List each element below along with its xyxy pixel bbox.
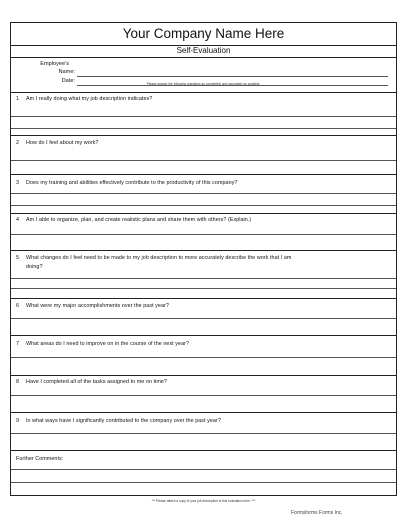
question-number: 9 <box>16 418 20 424</box>
answer-line[interactable] <box>11 288 396 289</box>
answer-line[interactable] <box>11 116 396 117</box>
instructions-text: Please answer the following questions as completely and accurately as possible. <box>146 82 261 86</box>
name-label: Name: <box>58 69 75 75</box>
question-number: 3 <box>16 180 20 186</box>
answer-line[interactable] <box>11 160 396 161</box>
question-text: What areas do I need to improve on in the course of the next year? <box>26 341 190 347</box>
question-number: 2 <box>16 140 20 146</box>
question-number: 4 <box>16 217 20 223</box>
further-comments-label: Further Comments: <box>16 456 64 462</box>
question-number: 5 <box>16 255 20 261</box>
self-evaluation-form <box>10 22 397 496</box>
answer-line[interactable] <box>11 234 396 235</box>
question-number: 7 <box>16 341 20 347</box>
answer-line[interactable] <box>11 395 396 396</box>
question-number: 8 <box>16 379 20 385</box>
answer-line[interactable] <box>11 193 396 194</box>
question-9 <box>16 418 221 425</box>
company-name: Your Company Name Here <box>122 26 285 41</box>
question-2 <box>16 140 98 147</box>
question-text: What changes do I feel need to be made to my job description to more accurately describe the work that I am <box>26 255 292 261</box>
question-3 <box>16 180 237 187</box>
question-4 <box>16 217 251 224</box>
divider <box>11 92 396 93</box>
question-1 <box>16 96 152 103</box>
divider <box>11 335 396 336</box>
answer-line[interactable] <box>11 205 396 206</box>
question-6 <box>16 303 169 310</box>
comments-line[interactable] <box>11 469 396 470</box>
question-text: In what ways have I significantly contributed to the company over the past year? <box>26 418 221 424</box>
divider <box>11 57 396 58</box>
form-title: Self-Evaluation <box>176 46 231 55</box>
divider <box>11 298 396 299</box>
name-field[interactable] <box>77 76 388 77</box>
divider <box>11 213 396 214</box>
question-number: 6 <box>16 303 20 309</box>
question-text: Does my training and abilities effectively contribute to the productivity of this company? <box>26 180 238 186</box>
answer-line[interactable] <box>11 357 396 358</box>
answer-line[interactable] <box>11 128 396 129</box>
divider <box>11 250 396 251</box>
question-text: Am I able to organize, plan, and create realistic plans and share them with others? (Explain.) <box>26 217 252 223</box>
employee-label: Employee's <box>40 61 69 67</box>
question-text: What were my major accomplishments over the past year? <box>26 303 169 309</box>
footnote: *** Please attach a copy of your job description to this evaluation form. *** <box>151 499 256 503</box>
divider <box>11 375 396 376</box>
comments-line[interactable] <box>11 482 396 483</box>
divider <box>11 174 396 175</box>
divider <box>11 135 396 136</box>
question-5 <box>16 255 291 262</box>
brand-watermark: Formsforms Forms Inc. <box>291 510 343 516</box>
question-text: Am I really doing what my job description indicates? <box>26 96 153 102</box>
question-5-continued: doing? <box>26 264 43 270</box>
answer-line[interactable] <box>11 433 396 434</box>
answer-line[interactable] <box>11 278 396 279</box>
question-8 <box>16 379 167 386</box>
date-label: Date: <box>61 78 75 84</box>
question-7 <box>16 341 189 348</box>
question-text: Have I completed all of the tasks assigned to me on time? <box>26 379 167 385</box>
answer-line[interactable] <box>11 318 396 319</box>
divider <box>11 450 396 451</box>
divider <box>11 412 396 413</box>
question-number: 1 <box>16 96 20 102</box>
question-text: How do I feel about my work? <box>26 140 99 146</box>
